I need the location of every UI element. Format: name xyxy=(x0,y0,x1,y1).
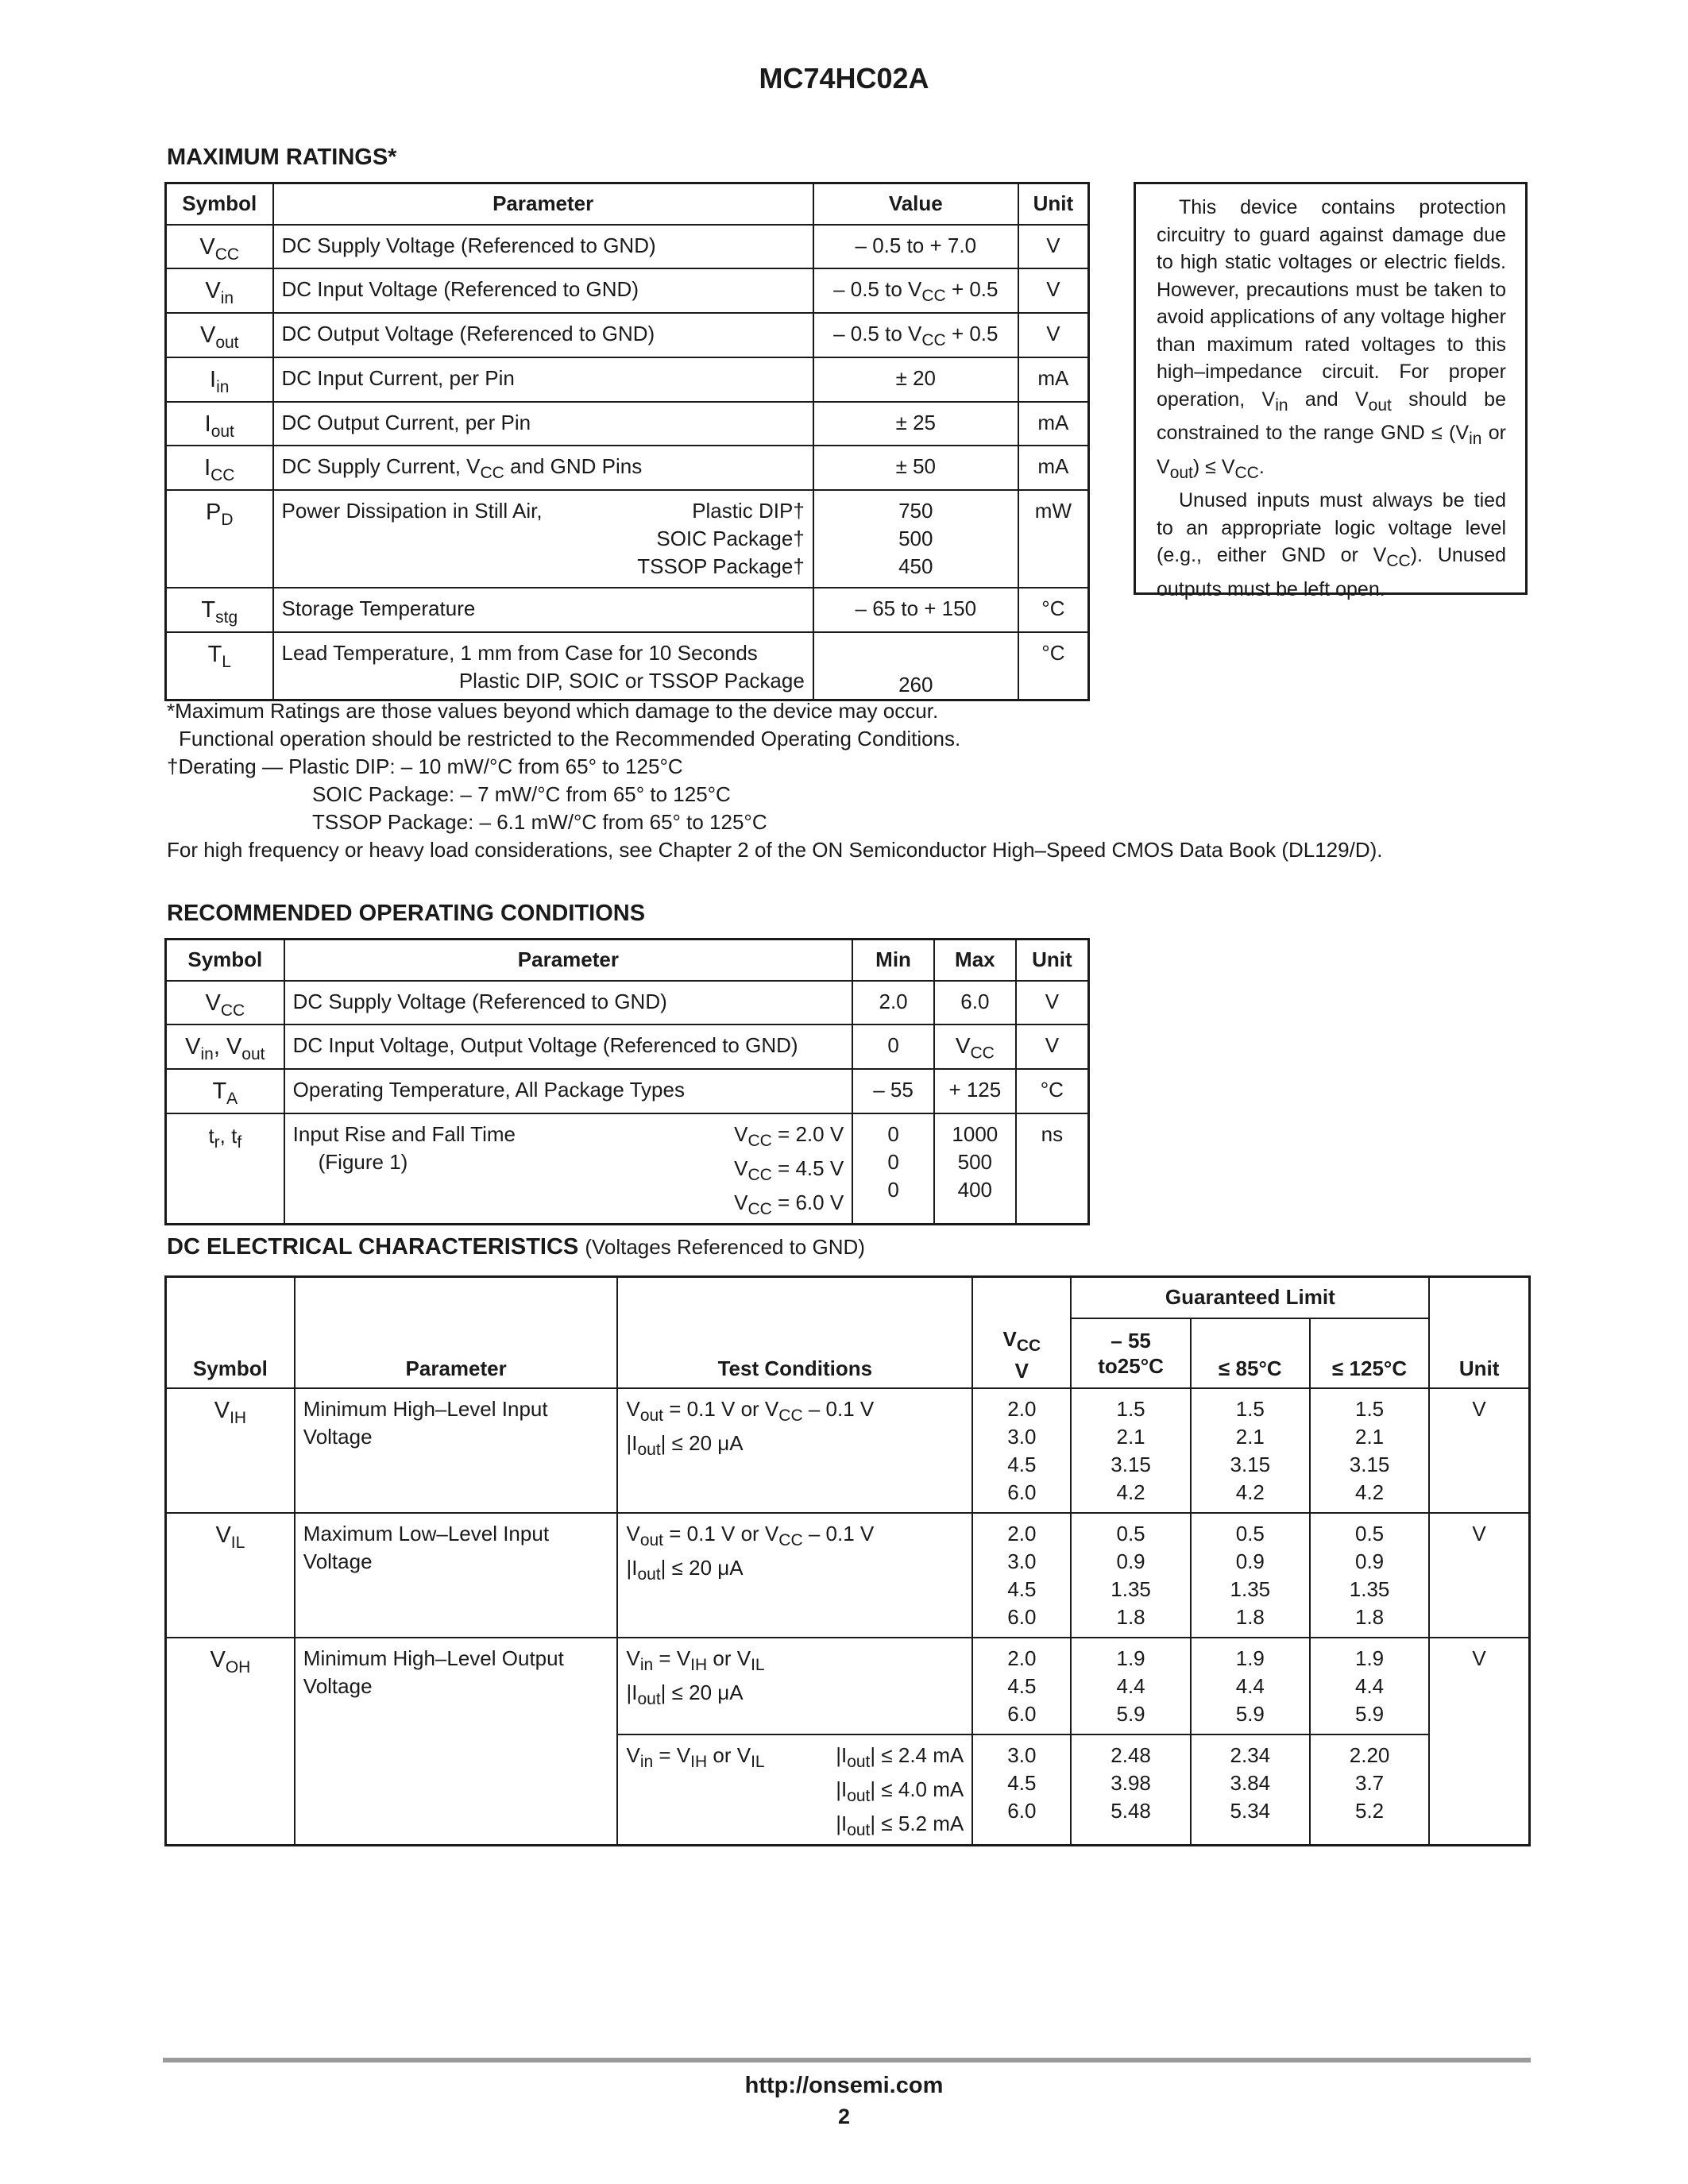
symbol-cell: $t_r$, $t_f$ xyxy=(166,1113,284,1225)
min-cell: 0 xyxy=(852,1024,934,1069)
parameter-cell: Storage Temperature xyxy=(273,588,813,632)
table-row xyxy=(166,225,1089,269)
table-row xyxy=(166,1024,1089,1069)
vcc-cell: 2.0 4.5 6.0 xyxy=(972,1638,1071,1734)
unit-cell: V xyxy=(1016,1024,1089,1069)
limit-125-cell: 1.9 4.4 5.9 xyxy=(1310,1638,1429,1734)
col-unit: Unit xyxy=(1018,183,1089,225)
table-row xyxy=(166,268,1089,313)
max-ratings-title: MAXIMUM RATINGS* xyxy=(167,145,397,170)
max-cell: 1000 500 400 xyxy=(934,1113,1016,1225)
col-test-conditions: Test Conditions xyxy=(617,1277,972,1388)
unused-io-paragraph: Unused inputs must always be tied to an appropriate logic voltage level (e.g., either GND or $V_{CC}$). Unused outputs must be left open. xyxy=(1157,489,1507,600)
test-conditions-cell: $V_{out} = 0.1$ V or $V_{CC} - 0.1$ V $|I_{out}| \le 20$ μA xyxy=(617,1513,972,1638)
limit-125-cell: 1.5 2.1 3.15 4.2 xyxy=(1310,1388,1429,1513)
symbol-cell: $T_A$ xyxy=(166,1069,284,1113)
rec-op-table xyxy=(164,938,1090,1225)
unit-cell: °C xyxy=(1016,1069,1089,1113)
symbol-cell: $V_{OH}$ xyxy=(166,1638,295,1846)
parameter-cell: Minimum High–Level Input Voltage xyxy=(295,1388,618,1513)
col-symbol: Symbol xyxy=(166,940,284,981)
symbol-cell: $P_D$ xyxy=(166,490,273,588)
limit-125-cell: 2.20 3.7 5.2 xyxy=(1310,1734,1429,1846)
dc-table xyxy=(164,1275,1531,1846)
table-row xyxy=(166,1113,1089,1225)
footnote-functional: Functional operation should be restricted to the Recommended Operating Conditions. xyxy=(179,727,961,751)
value-cell: ± 25 xyxy=(813,402,1018,446)
col-max: Max xyxy=(934,940,1016,981)
footnote-tssop: TSSOP Package: – 6.1 mW/°C from 65° to 125°C xyxy=(312,810,767,834)
unit-cell: V xyxy=(1429,1513,1529,1638)
limit-25-cell: 2.48 3.98 5.48 xyxy=(1071,1734,1190,1846)
limit-25-cell: 0.5 0.9 1.35 1.8 xyxy=(1071,1513,1190,1638)
parameter-cell: Minimum High–Level Output Voltage xyxy=(295,1638,618,1846)
symbol-cell: $I_{out}$ xyxy=(166,402,273,446)
col-temp-25: – 55 to25°C xyxy=(1071,1318,1190,1388)
symbol-cell: $V_{in}$, $V_{out}$ xyxy=(166,1024,284,1069)
vcc-cell: 2.0 3.0 4.5 6.0 xyxy=(972,1513,1071,1638)
table-row xyxy=(166,490,1089,588)
parameter-cell: Power Dissipation in Still Air, Plastic DIP† SOIC Package† TSSOP Package† xyxy=(273,490,813,588)
protection-notice-box xyxy=(1134,182,1528,600)
max-cell: 6.0 xyxy=(934,981,1016,1025)
table-row xyxy=(166,446,1089,490)
value-cell: – 65 to + 150 xyxy=(813,588,1018,632)
unit-cell: V xyxy=(1018,313,1089,357)
symbol-cell: $V_{CC}$ xyxy=(166,981,284,1025)
protection-paragraph: This device contains protection circuitry to guard against damage due to high static voltages or electric fields. However, precautions must be taken to avoid applications of any voltage higher than maximum rated voltages to this high–impedance circuit. For proper operation, $V_{in}$ and $V_{out}$ should be constrained to the range GND ≤ ($V_{in}$ or $V_{out}) \le V_{CC}$. xyxy=(1157,196,1506,482)
max-cell: + 125 xyxy=(934,1069,1016,1113)
table-row xyxy=(166,1638,1530,1734)
table-row xyxy=(166,402,1089,446)
value-cell: – 0.5 to $V_{CC} + 0.5$ xyxy=(813,268,1018,313)
limit-85-cell: 1.9 4.4 5.9 xyxy=(1191,1638,1310,1734)
parameter-cell: DC Input Voltage (Referenced to GND) xyxy=(273,268,813,313)
footnote-derating: †Derating — Plastic DIP: – 10 mW/°C from 65° to 125°C xyxy=(167,754,683,778)
limit-25-cell: 1.9 4.4 5.9 xyxy=(1071,1638,1190,1734)
test-conditions-cell: $V_{out} = 0.1$ V or $V_{CC} - 0.1$ V $|I_{out}| \le 20$ μA xyxy=(617,1388,972,1513)
parameter-cell: Lead Temperature, 1 mm from Case for 10 Seconds Plastic DIP, SOIC or TSSOP Package xyxy=(273,632,813,700)
value-cell: 260 xyxy=(813,632,1018,700)
symbol-cell: $V_{IL}$ xyxy=(166,1513,295,1638)
table-row xyxy=(166,1388,1530,1513)
table-row xyxy=(166,1069,1089,1113)
col-value: Value xyxy=(813,183,1018,225)
unit-cell: mA xyxy=(1018,357,1089,402)
page-number: 2 xyxy=(837,2105,851,2128)
test-conditions-cell: $V_{in} = V_{IH}$ or $V_{IL}$ $|I_{out}| \le 20$ μA xyxy=(617,1638,972,1734)
unit-cell: V xyxy=(1018,268,1089,313)
col-unit: Unit xyxy=(1016,940,1089,981)
max-ratings-table xyxy=(164,182,1090,701)
parameter-cell: Operating Temperature, All Package Types xyxy=(284,1069,853,1113)
symbol-cell: $I_{CC}$ xyxy=(166,446,273,490)
col-temp-85: ≤ 85°C xyxy=(1191,1318,1310,1388)
limit-85-cell: 0.5 0.9 1.35 1.8 xyxy=(1191,1513,1310,1638)
col-parameter: Parameter xyxy=(273,183,813,225)
value-cell: ± 50 xyxy=(813,446,1018,490)
unit-cell: V xyxy=(1016,981,1089,1025)
symbol-cell: $T_{stg}$ xyxy=(166,588,273,632)
parameter-cell: DC Supply Voltage (Referenced to GND) xyxy=(284,981,853,1025)
footer-divider xyxy=(163,2058,1531,2062)
min-cell: 2.0 xyxy=(852,981,934,1025)
test-conditions-cell: $V_{in} = V_{IH}$ or $V_{IL}$ $|I_{out}| \le 2.4$ mA $|I_{out}| \le 4.0$ mA $|I_{out}| \le 5.2$ mA xyxy=(617,1734,972,1846)
parameter-cell: Maximum Low–Level Input Voltage xyxy=(295,1513,618,1638)
limit-125-cell: 0.5 0.9 1.35 1.8 xyxy=(1310,1513,1429,1638)
dc-title: DC ELECTRICAL CHARACTERISTICS (Voltages Referenced to GND) xyxy=(167,1234,865,1260)
table-header-row xyxy=(166,183,1089,225)
table-header-row xyxy=(166,1277,1530,1318)
table-header-row xyxy=(166,940,1089,981)
value-cell: 750 500 450 xyxy=(813,490,1018,588)
vcc-cell: 2.0 3.0 4.5 6.0 xyxy=(972,1388,1071,1513)
document-title: MC74HC02A xyxy=(759,62,929,95)
footnote-soic: SOIC Package: – 7 mW/°C from 65° to 125°C xyxy=(312,782,731,806)
parameter-cell: DC Output Current, per Pin xyxy=(273,402,813,446)
max-cell: $V_{CC}$ xyxy=(934,1024,1016,1069)
symbol-cell: $V_{in}$ xyxy=(166,268,273,313)
footnote-max-ratings: *Maximum Ratings are those values beyond which damage to the device may occur. xyxy=(167,699,939,723)
col-min: Min xyxy=(852,940,934,981)
col-parameter: Parameter xyxy=(295,1277,618,1388)
unit-cell: V xyxy=(1018,225,1089,269)
unit-cell: °C xyxy=(1018,632,1089,700)
symbol-cell: $V_{IH}$ xyxy=(166,1388,295,1513)
footnote-high-frequency: For high frequency or heavy load considerations, see Chapter 2 of the ON Semiconductor High–Speed CMOS Data Book (DL129/D). xyxy=(167,838,1383,862)
col-guaranteed-limit: Guaranteed Limit xyxy=(1071,1277,1429,1318)
symbol-cell: $I_{in}$ xyxy=(166,357,273,402)
unit-cell: V xyxy=(1429,1388,1529,1513)
parameter-cell: DC Input Current, per Pin xyxy=(273,357,813,402)
table-row xyxy=(166,981,1089,1025)
table-row xyxy=(166,357,1089,402)
unit-cell: mA xyxy=(1018,446,1089,490)
table-row xyxy=(166,632,1089,700)
min-cell: – 55 xyxy=(852,1069,934,1113)
symbol-cell: $V_{CC}$ xyxy=(166,225,273,269)
col-vcc: $V_{CC}$ V xyxy=(972,1277,1071,1388)
table-row xyxy=(166,1513,1530,1638)
value-cell: ± 20 xyxy=(813,357,1018,402)
col-temp-125: ≤ 125°C xyxy=(1310,1318,1429,1388)
value-cell: – 0.5 to $V_{CC} + 0.5$ xyxy=(813,313,1018,357)
symbol-cell: $T_L$ xyxy=(166,632,273,700)
col-parameter: Parameter xyxy=(284,940,853,981)
parameter-cell: DC Output Voltage (Referenced to GND) xyxy=(273,313,813,357)
col-symbol: Symbol xyxy=(166,1277,295,1388)
rec-op-title: RECOMMENDED OPERATING CONDITIONS xyxy=(167,901,646,926)
col-unit: Unit xyxy=(1429,1277,1529,1388)
parameter-cell: DC Supply Voltage (Referenced to GND) xyxy=(273,225,813,269)
parameter-cell: DC Supply Current, $V_{CC}$ and GND Pins xyxy=(273,446,813,490)
symbol-cell: $V_{out}$ xyxy=(166,313,273,357)
limit-85-cell: 2.34 3.84 5.34 xyxy=(1191,1734,1310,1846)
unit-cell: mW xyxy=(1018,490,1089,588)
value-cell: – 0.5 to + 7.0 xyxy=(813,225,1018,269)
parameter-cell: DC Input Voltage, Output Voltage (Referenced to GND) xyxy=(284,1024,853,1069)
unit-cell: V xyxy=(1429,1638,1529,1846)
parameter-cell: Input Rise and Fall Time (Figure 1) $V_{CC} = 2.0$ V $V_{CC} = 4.5$ V $V_{CC} = 6.0$ V xyxy=(284,1113,853,1225)
footer-url-link[interactable]: http://onsemi.com xyxy=(744,2073,944,2098)
unit-cell: mA xyxy=(1018,402,1089,446)
unit-cell: ns xyxy=(1016,1113,1089,1225)
min-cell: 0 0 0 xyxy=(852,1113,934,1225)
vcc-cell: 3.0 4.5 6.0 xyxy=(972,1734,1071,1846)
col-symbol: Symbol xyxy=(166,183,273,225)
limit-85-cell: 1.5 2.1 3.15 4.2 xyxy=(1191,1388,1310,1513)
table-row xyxy=(166,313,1089,357)
table-row xyxy=(166,588,1089,632)
limit-25-cell: 1.5 2.1 3.15 4.2 xyxy=(1071,1388,1190,1513)
unit-cell: °C xyxy=(1018,588,1089,632)
